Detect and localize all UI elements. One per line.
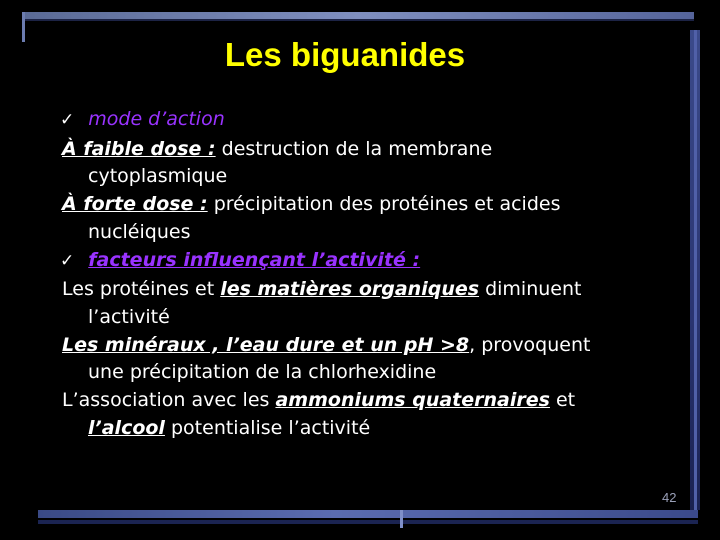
text-proteines-pre: Les protéines et <box>62 278 221 300</box>
page-number: 42 <box>662 490 677 505</box>
emphasis-forte-dose: À forte dose : <box>62 193 208 215</box>
bullet-facteurs <box>62 246 692 276</box>
line-association <box>62 386 692 415</box>
emphasis-faible-dose: À faible dose : <box>62 137 216 160</box>
text-association-pre: L’association avec les <box>62 389 276 411</box>
line-mineraux <box>62 331 692 360</box>
heading-facteurs: facteurs influençant l’activité : <box>88 248 421 271</box>
frame-right-highlight <box>694 30 697 510</box>
text-forte-dose: précipitation des protéines et acides <box>207 193 561 215</box>
emphasis-ammoniums: ammoniums quaternaires <box>275 389 550 411</box>
line-proteines <box>62 275 692 304</box>
line-alcool <box>62 415 692 442</box>
check-icon: ✓ <box>60 250 75 271</box>
text-faible-dose: destruction de la membrane <box>215 137 493 160</box>
line-activite: l’activité <box>88 305 170 328</box>
slide-body <box>62 105 692 442</box>
frame-bottom-notch <box>400 510 403 528</box>
check-icon: ✓ <box>60 110 75 130</box>
slide-title: Les biguanides <box>224 36 466 73</box>
line-cytoplasmique: cytoplasmique <box>88 165 228 187</box>
emphasis-alcool: l’alcool <box>88 416 165 439</box>
line-faible-dose <box>62 135 692 164</box>
text-alcool-post: potentialise l’activité <box>164 416 371 439</box>
line-forte-dose <box>62 190 692 219</box>
text-proteines-post: diminuent <box>479 278 582 300</box>
line-nucleiques: nucléiques <box>88 220 191 243</box>
frame-top-shadow <box>22 19 694 21</box>
heading-mode-action: mode d’action <box>88 108 225 130</box>
frame-top-bar <box>22 12 694 19</box>
bullet-mode-action <box>62 105 692 135</box>
frame-bottom-shadow <box>38 520 698 524</box>
line-precipitation: une précipitation de la chlorhexidine <box>88 361 437 383</box>
frame-bottom-bar <box>38 510 698 518</box>
emphasis-matieres-organiques: les matières organiques <box>220 278 480 300</box>
text-mineraux-post: , provoquent <box>469 333 591 356</box>
emphasis-mineraux: Les minéraux , l’eau dure et un pH >8 <box>62 333 470 356</box>
text-association-post: et <box>549 389 576 411</box>
